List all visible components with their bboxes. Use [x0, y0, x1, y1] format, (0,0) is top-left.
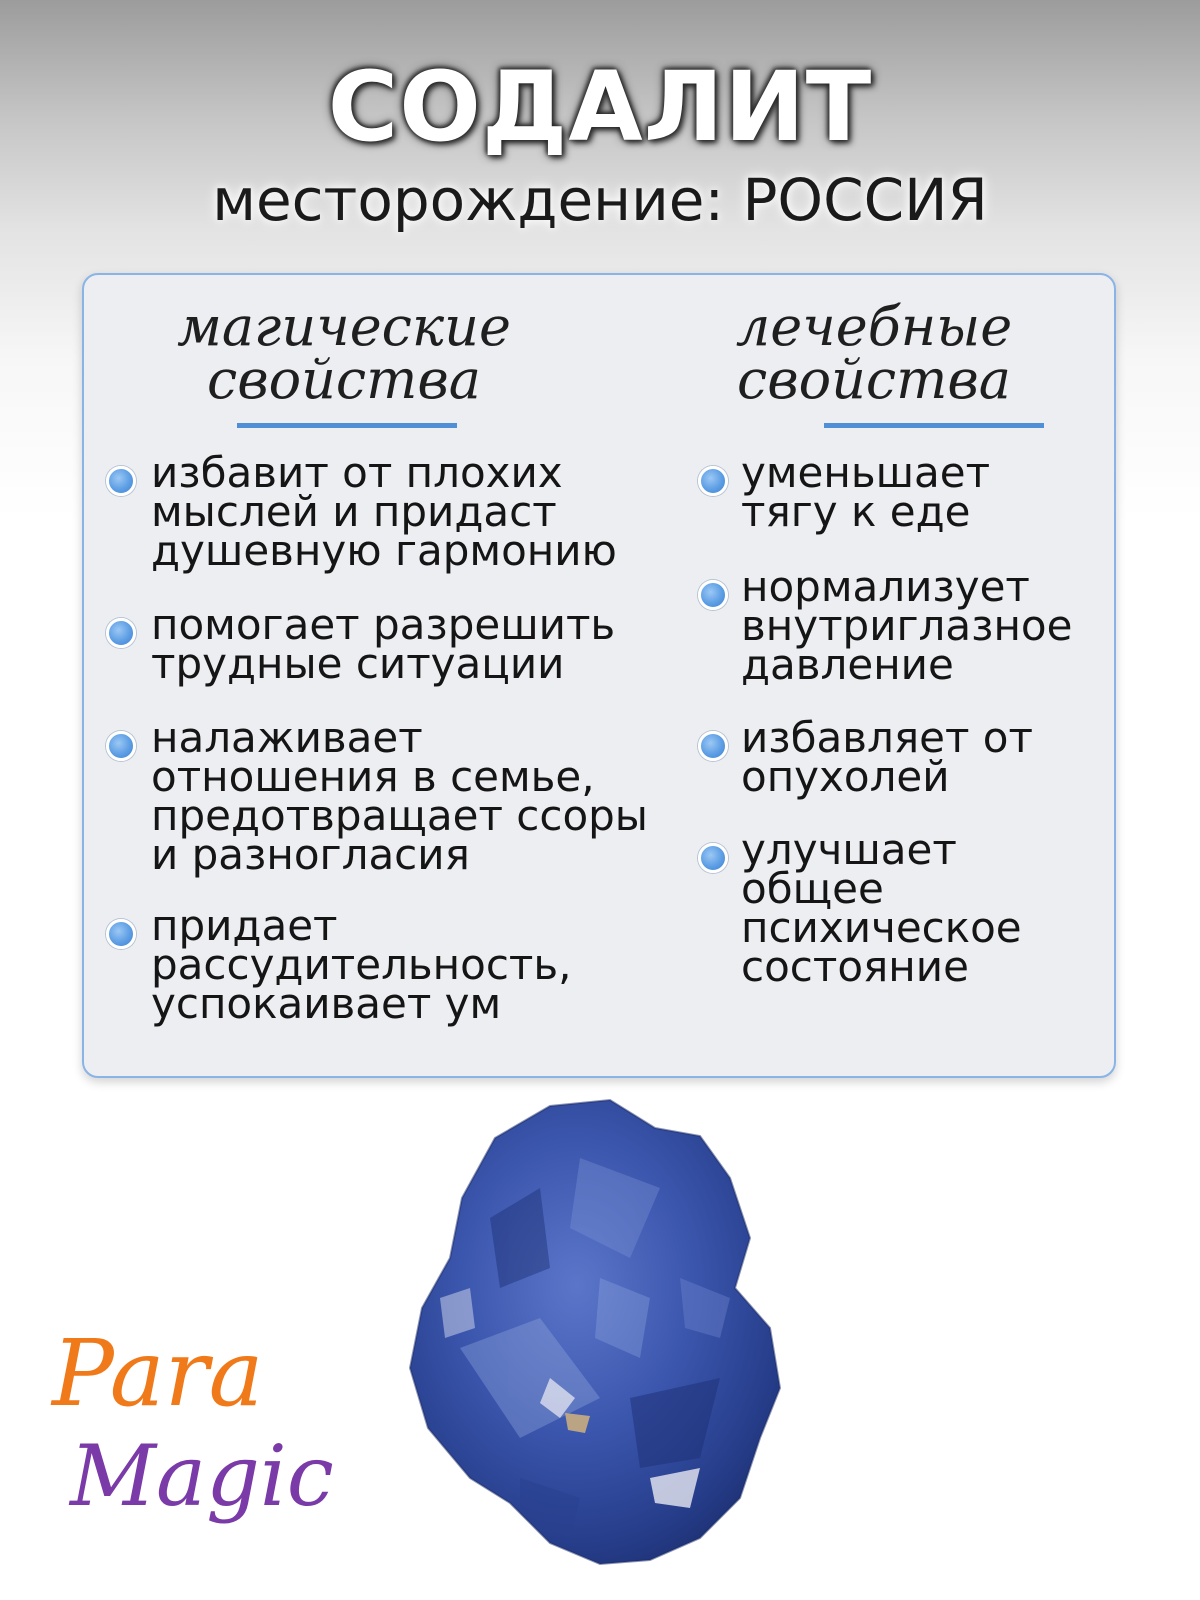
- bullet-dot-icon: [698, 843, 728, 873]
- paramagic-logo: [40, 1295, 334, 1575]
- healing-item-text: нормализует внутриглазное давление: [741, 562, 1073, 689]
- magic-item-text: избавит от плохих мыслей и придаст душевную гармонию: [151, 448, 617, 575]
- properties-panel: [82, 273, 1116, 1078]
- healing-heading-underline: [824, 423, 1044, 428]
- magic-item-text: помогает разрешить трудные ситуации: [151, 600, 616, 688]
- logo-line-magic: Magic: [70, 1427, 334, 1525]
- page-subtitle: месторождение: РОССИЯ: [212, 166, 988, 234]
- bullet-dot-icon: [698, 580, 728, 610]
- healing-properties-heading: лечебные свойства: [735, 295, 1013, 411]
- bullet-dot-icon: [106, 919, 136, 949]
- healing-item-text: избавляет от опухолей: [741, 713, 1033, 801]
- bullet-dot-icon: [106, 731, 136, 761]
- healing-item-text: уменьшает тягу к еде: [741, 448, 991, 536]
- bullet-dot-icon: [106, 466, 136, 496]
- magic-item-text: налаживает отношения в семье, предотвращает ссоры и разногласия: [151, 713, 648, 879]
- magic-heading-underline: [237, 423, 457, 428]
- magic-item-text: придает рассудительность, успокаивает ум: [151, 901, 572, 1028]
- sodalite-stone-image: [400, 1098, 800, 1568]
- bullet-dot-icon: [698, 466, 728, 496]
- page-title: СОДАЛИТ: [327, 51, 873, 163]
- logo-line-para: Para: [52, 1320, 264, 1427]
- bullet-dot-icon: [106, 618, 136, 648]
- healing-item-text: улучшает общее психическое состояние: [741, 825, 1022, 991]
- bullet-dot-icon: [698, 731, 728, 761]
- magic-properties-heading: магические свойства: [177, 295, 511, 411]
